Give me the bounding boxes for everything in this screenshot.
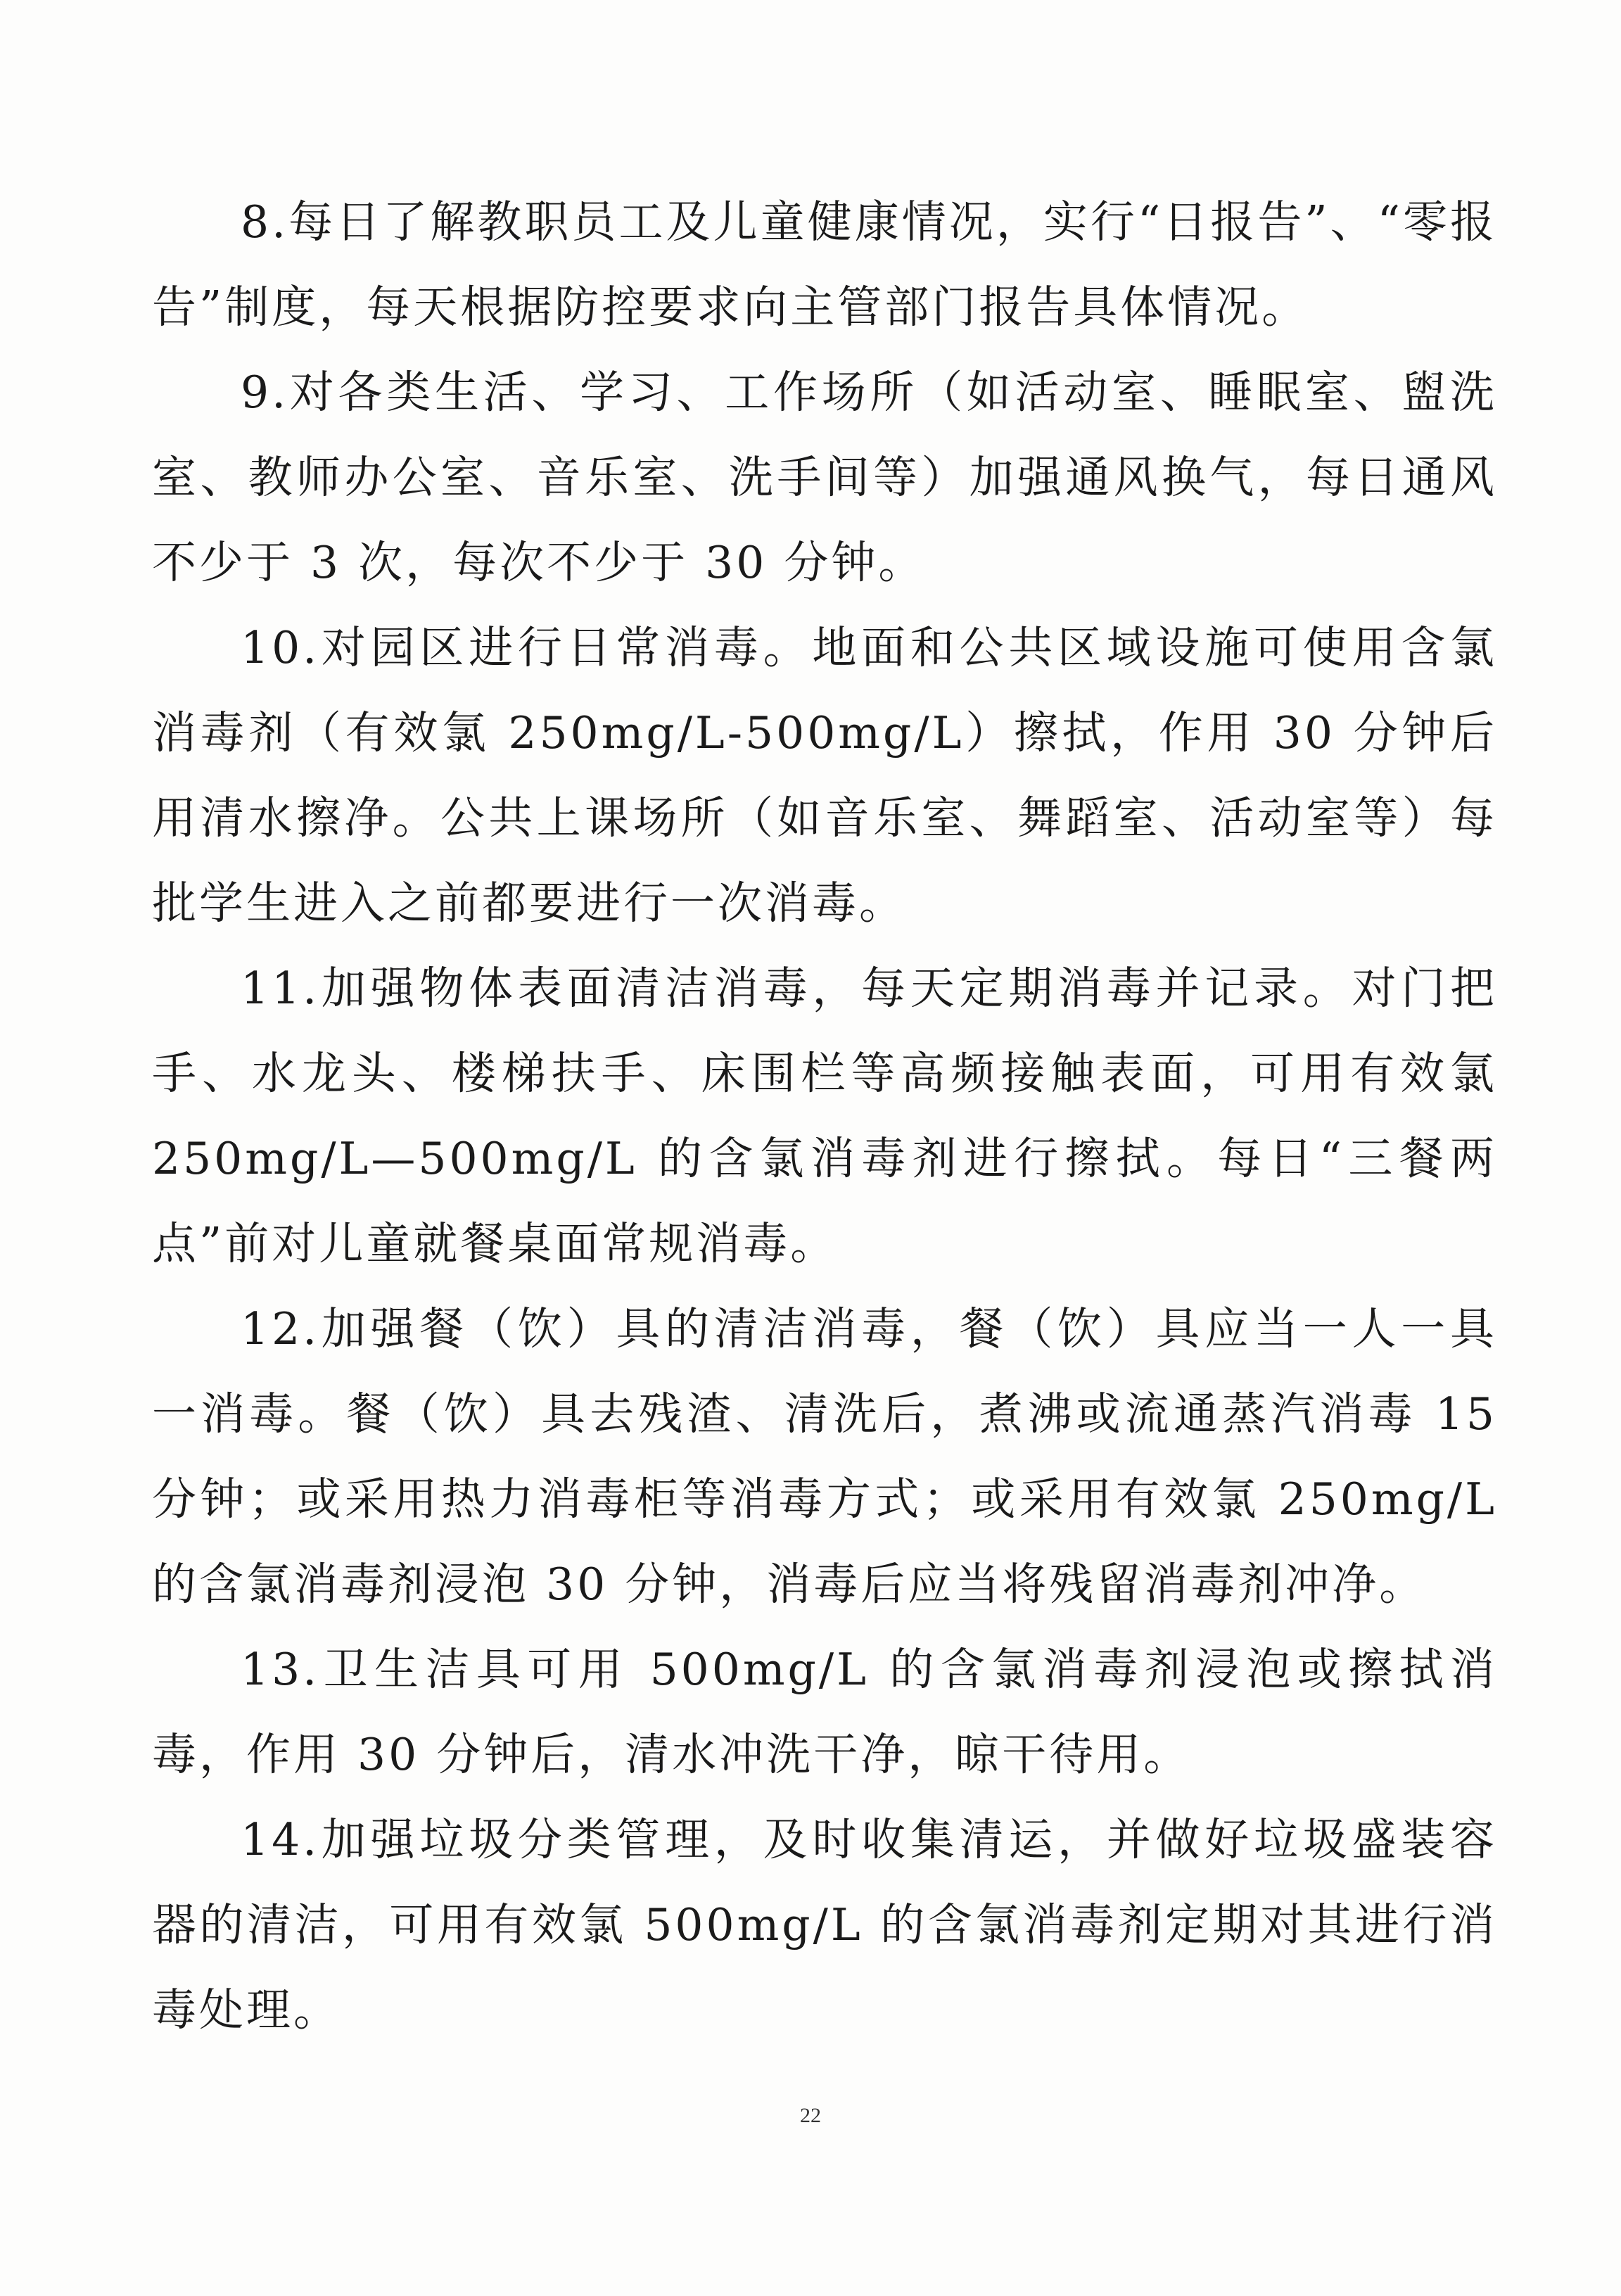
paragraph-item-9: 9.对各类生活、学习、工作场所（如活动室、睡眠室、盥洗室、教师办公室、音乐室、洗手间等）加强通风换气，每日通风不少于 3 次，每次不少于 30 分钟。	[152, 367, 1497, 588]
page-number: 22	[800, 2104, 821, 2127]
paragraph-item-8: 8.每日了解教职员工及儿童健康情况，实行“日报告”、“零报告”制度，每天根据防控要求向主管部门报告具体情况。	[152, 196, 1497, 333]
paragraph-item-11: 11.加强物体表面清洁消毒，每天定期消毒并记录。对门把手、水龙头、楼梯扶手、床围栏等高频接触表面，可用有效氯 250mg/L—500mg/L 的含氯消毒剂进行擦拭。每日“三餐两点”前对儿童就餐桌面常规消毒。	[152, 963, 1497, 1269]
paragraph-item-14: 14.加强垃圾分类管理，及时收集清运，并做好垃圾盛装容器的清洁，可用有效氯 500mg/L 的含氯消毒剂定期对其进行消毒处理。	[152, 1814, 1497, 2036]
paragraph-item-13: 13.卫生洁具可用 500mg/L 的含氯消毒剂浸泡或擦拭消毒，作用 30 分钟后，清水冲洗干净，晾干待用。	[152, 1644, 1497, 1780]
document-body	[152, 179, 1497, 2053]
paragraph-item-12: 12.加强餐（饮）具的清洁消毒，餐（饮）具应当一人一具一消毒。餐（饮）具去残渣、清洗后，煮沸或流通蒸汽消毒 15 分钟；或采用热力消毒柜等消毒方式；或采用有效氯 250mg/L 的含氯消毒剂浸泡 30 分钟，消毒后应当将残留消毒剂冲净。	[152, 1303, 1497, 1610]
paragraph-item-10: 10.对园区进行日常消毒。地面和公共区域设施可使用含氯消毒剂（有效氯 250mg/L-500mg/L）擦拭，作用 30 分钟后用清水擦净。公共上课场所（如音乐室、舞蹈室、活动室等）每批学生进入之前都要进行一次消毒。	[152, 622, 1497, 929]
